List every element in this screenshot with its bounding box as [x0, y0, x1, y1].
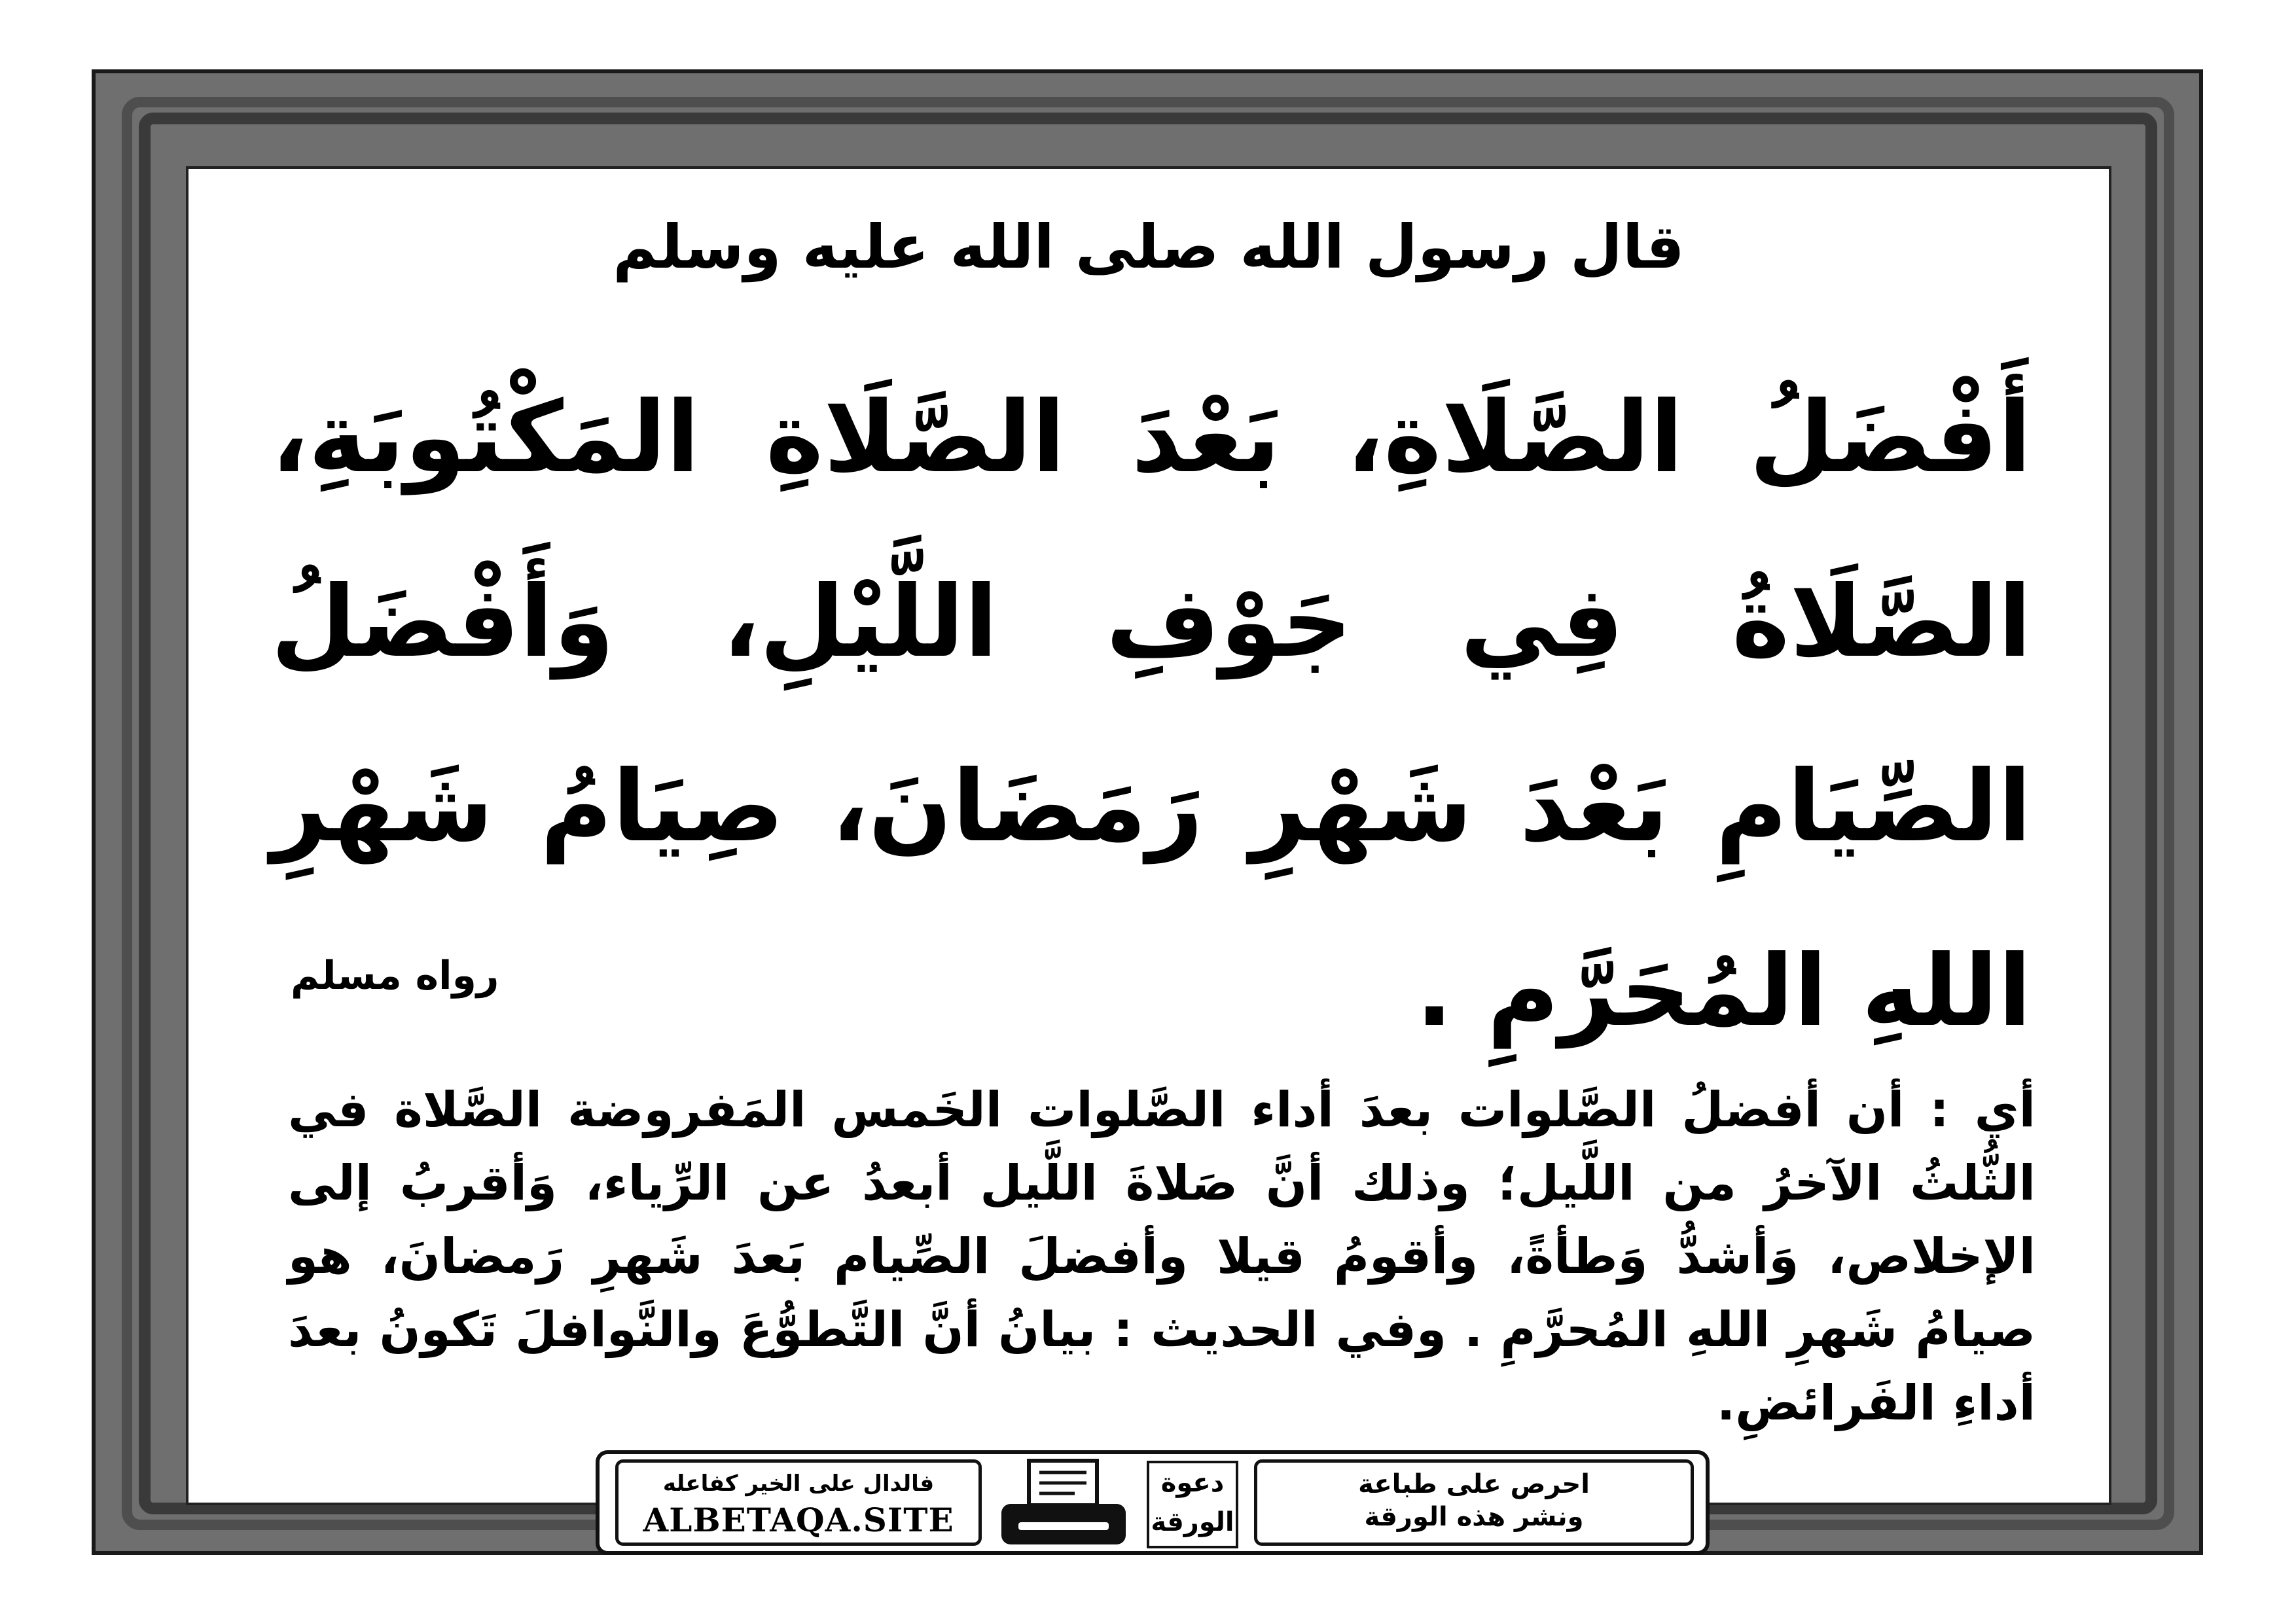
footer-site-box: [615, 1459, 982, 1546]
footer-bar: [596, 1450, 1710, 1555]
narrator-label: رواه مسلم: [291, 953, 499, 999]
printer-icon: [996, 1458, 1131, 1550]
hadith-text: أَفْضَلُ الصَّلَاةِ، بَعْدَ الصَّلَاةِ المَكْتُوبَةِ، الصَّلَاةُ فِي جَوْفِ اللَّيْلِ، وَأَفْضَلُ الصِّيَامِ بَعْدَ شَهْرِ رَمَضَانَ، صِيَامُ شَهْرِ اللهِ المُحَرَّمِ .: [271, 381, 2032, 1048]
content-panel: [186, 166, 2111, 1505]
header-title: قال رسول الله صلى الله عليه وسلم: [613, 212, 1685, 282]
footer-print-line-1: احرص على طباعة: [1358, 1469, 1590, 1499]
dawah-logo: [1147, 1461, 1238, 1548]
footer-tagline: فالدال على الخير كفاعله: [662, 1471, 935, 1497]
footer-site: ALBETAQA.SITE: [643, 1501, 954, 1539]
footer-print-box: [1254, 1459, 1694, 1546]
footer-print-line-2: ونشر هذه الورقة: [1364, 1502, 1584, 1532]
logo-line-2: الورقة: [1151, 1507, 1234, 1537]
logo-line-1: دعوة: [1160, 1468, 1225, 1498]
explanation-text: أي : أن أفضلُ الصَّلوات بعدَ أداء الصَّلوات الخَمس المَفروضة الصَّلاة في الثُّلثُ الآخرُ من اللَّيل؛ وذلك أنَّ صَلاةَ اللَّيل أبعدُ عن الرِّياء، وَأقربُ إلى الإخلاص، وَأشدُّ وَطأةً، وأقومُ قيلا وأفضلَ الصِّيام بَعدَ شَهرِ رَمضانَ، هو صيامُ شَهرِ اللهِ المُحرَّمِ . وفي الحديث : بيانُ أنَّ التَّطوُّعَ والنَّوافلَ تَكونُ بعدَ أداءِ الفَرائضِ.: [288, 1082, 2036, 1431]
